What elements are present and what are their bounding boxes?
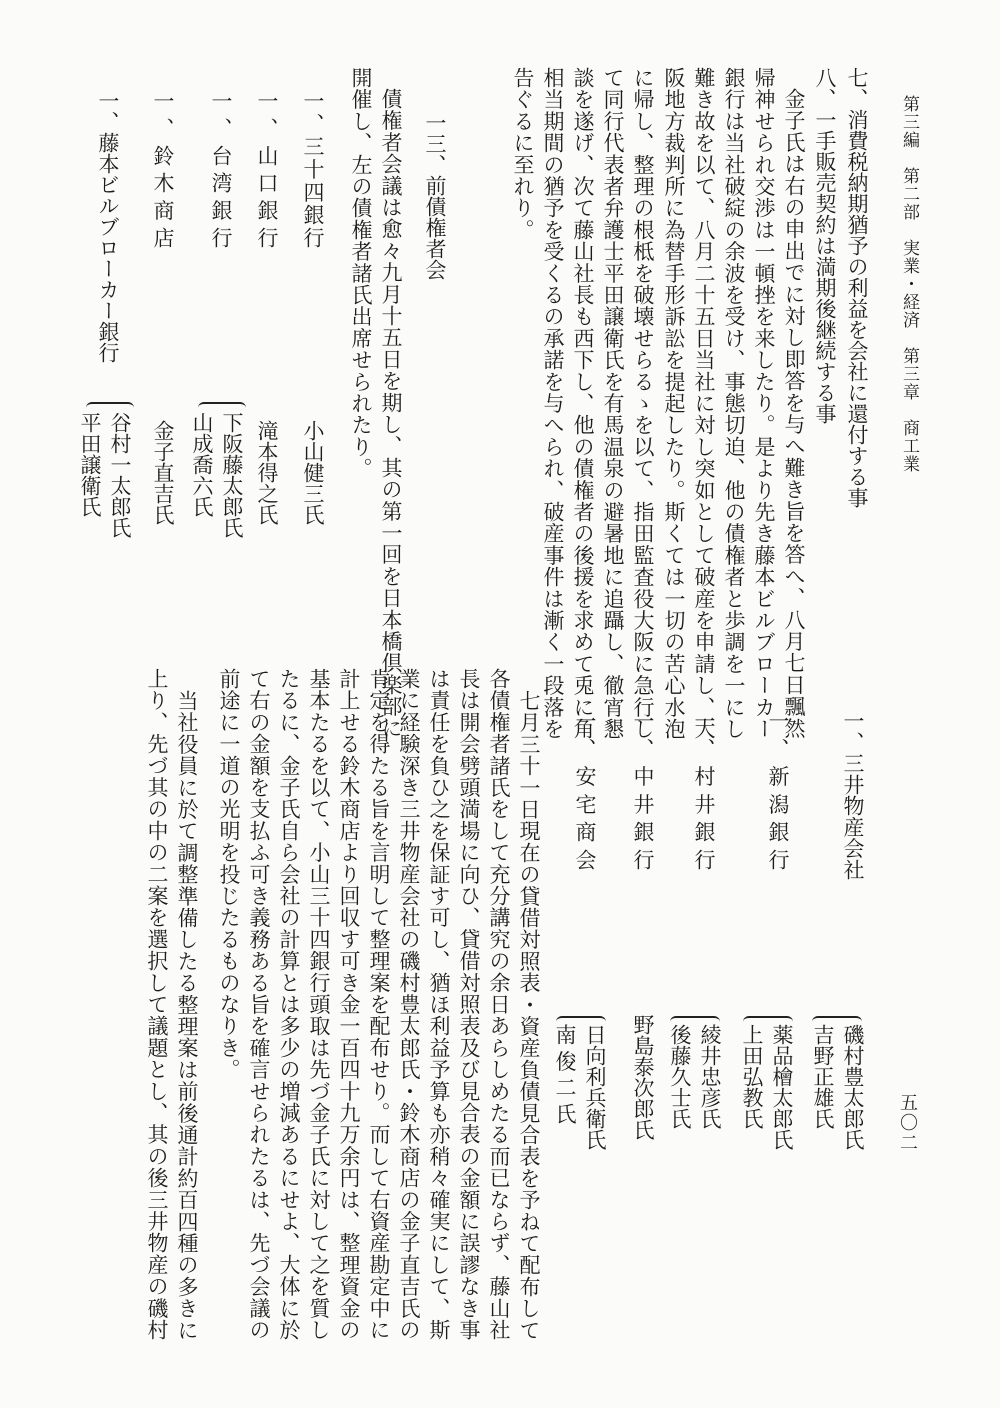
paragraph-line: 難き故を以て、八月二十五日当社に対し突如として破産を申請し、大 xyxy=(692,67,716,740)
creditor-bank: 一、三井物産会社 xyxy=(841,710,865,880)
creditor-person: 野島泰次郎氏 xyxy=(631,1014,655,1140)
paragraph-line: 開催し、左の債権者諸氏出席せられたり。 xyxy=(349,67,373,480)
paragraph-line: 計上せる鈴木商店より回収す可き金一百四十九万余円は、整理資金の xyxy=(337,668,361,1341)
paragraph-line: 阪地方裁判所に為替手形訴訟を提起したり。斯くては一切の苦心水泡 xyxy=(662,67,686,740)
creditor-person: 吉野正雄氏 xyxy=(811,1024,835,1129)
paragraph-line: 債権者会議は愈々九月十五日を期し、其の第一回を日本橋倶楽部に xyxy=(379,88,403,739)
creditor-bank: 一、藤本ビルブローカー銀行 xyxy=(96,90,120,363)
paragraph-line: 前途に一道の光明を投じたるものなりき。 xyxy=(217,668,241,1081)
paragraph-line: 業に経験深き三井物産会社の磯村豊太郎氏・鈴木商店の金子直吉氏の xyxy=(397,668,421,1341)
brace-mark xyxy=(670,1016,720,1024)
paragraph-line: 金子氏は右の申出でに対し即答を与へ難き旨を答へ、八月七日飄然 xyxy=(782,88,806,739)
creditor-person: 小山健三氏 xyxy=(301,420,325,525)
section-heading: 一三、前債権者会 xyxy=(423,112,447,280)
list-item: 八、一手販売契約は満期後継続する事 xyxy=(813,67,837,424)
creditor-person: 金子直吉氏 xyxy=(151,420,175,525)
creditor-bank: 一、台湾銀行 xyxy=(209,90,233,248)
paragraph-line: 基本たるを以て、小山三十四銀行頭取は先づ金子氏に対して之を質し xyxy=(307,668,331,1341)
paragraph-line: たるに、金子氏自ら会社の計算とは多少の増減あるにせよ、大体に於 xyxy=(277,668,301,1341)
paragraph-line: 相当期間の猶予を受くるの承諾を与へられ、破産事件は漸く一段落を xyxy=(541,67,565,740)
paragraph-line: 七月三十一日現在の貸借対照表・資産負債見合表を予ねて配布して xyxy=(517,690,541,1341)
running-head: 第三編 第二部 実業・経済 第三章 商工業 xyxy=(899,95,919,473)
brace-mark xyxy=(812,1016,862,1024)
creditor-bank: 一、鈴木商店 xyxy=(151,90,175,248)
creditor-bank: 一、山口銀行 xyxy=(255,90,279,248)
creditor-bank: 一、村井銀行 xyxy=(692,710,716,870)
paragraph-line: 告ぐるに至れり。 xyxy=(511,67,535,241)
brace-mark xyxy=(743,1016,793,1024)
paragraph-line: 帰神せられ交渉は一頓挫を来したり。是より先き藤本ビルブローカー xyxy=(752,67,776,740)
paragraph-line: 肯定を得たる旨を言明して整理案を配布せり。而して右資産勘定中に xyxy=(367,668,391,1341)
creditor-bank: 一、新潟銀行 xyxy=(766,710,790,870)
creditor-bank: 一、中井銀行 xyxy=(631,710,655,870)
paragraph-line: 長は開会劈頭満場に向ひ、貸借対照表及び見合表の金額に誤謬なき事 xyxy=(457,668,481,1341)
creditor-person: 南俊二氏 xyxy=(553,1024,577,1124)
paragraph-line: は責任を負ひ之を保証す可し、猶ほ利益予算も亦稍々確実にして、斯 xyxy=(427,668,451,1341)
brace-mark xyxy=(86,402,134,410)
page-number: 五〇二 xyxy=(897,1093,918,1153)
creditor-person: 平田譲衛氏 xyxy=(78,412,102,517)
creditor-bank: 一、安宅商会 xyxy=(573,710,597,870)
list-item: 七、消費税納期猶予の利益を会社に還付する事 xyxy=(845,67,869,508)
creditor-person: 下阪藤太郎氏 xyxy=(220,412,244,538)
paragraph-line: 談を遂げ、次て藤山社長も西下し、他の債権者の後援を求めて兎に角 xyxy=(571,67,595,740)
creditor-person: 上田弘教氏 xyxy=(740,1024,764,1129)
paragraph-line: て右の金額を支払ふ可き義務ある旨を確言せられたるは、先づ会議の xyxy=(247,668,271,1341)
brace-mark xyxy=(556,1016,606,1024)
creditor-person: 薬品檜太郎氏 xyxy=(770,1024,794,1150)
paragraph-line: に帰し、整理の根柢を破壊せらるゝを以て、指田監査役大阪に急行し xyxy=(631,67,655,740)
creditor-person: 綾井忠彦氏 xyxy=(698,1024,722,1129)
creditor-person: 磯村豊太郎氏 xyxy=(841,1024,865,1150)
paragraph-line: 銀行は当社破綻の余波を受け、事態切迫、他の債権者と歩調を一にし xyxy=(722,67,746,740)
paragraph-line: 当社役員に於て調整準備したる整理案は前後通計約百四種の多きに xyxy=(175,690,199,1341)
creditor-person: 後藤久士氏 xyxy=(668,1024,692,1129)
creditor-person: 谷村一太郎氏 xyxy=(108,412,132,538)
brace-mark xyxy=(198,402,246,410)
paragraph-line: て同行代表者弁護士平田譲衛氏を有馬温泉の避暑地に追躡し、徹宵懇 xyxy=(601,67,625,740)
creditor-person: 滝本得之氏 xyxy=(255,420,279,525)
creditor-person: 山成喬六氏 xyxy=(190,412,214,517)
paragraph-line: 上り、先づ其の中の二案を選択して議題とし、其の後三井物産の磯村 xyxy=(145,668,169,1341)
creditor-bank: 一、三十四銀行 xyxy=(301,90,325,248)
creditor-person: 日向利兵衛氏 xyxy=(583,1024,607,1150)
paragraph-line: 各債権者諸氏をして充分講究の余日あらしめたる而已ならず、藤山社 xyxy=(487,668,511,1341)
